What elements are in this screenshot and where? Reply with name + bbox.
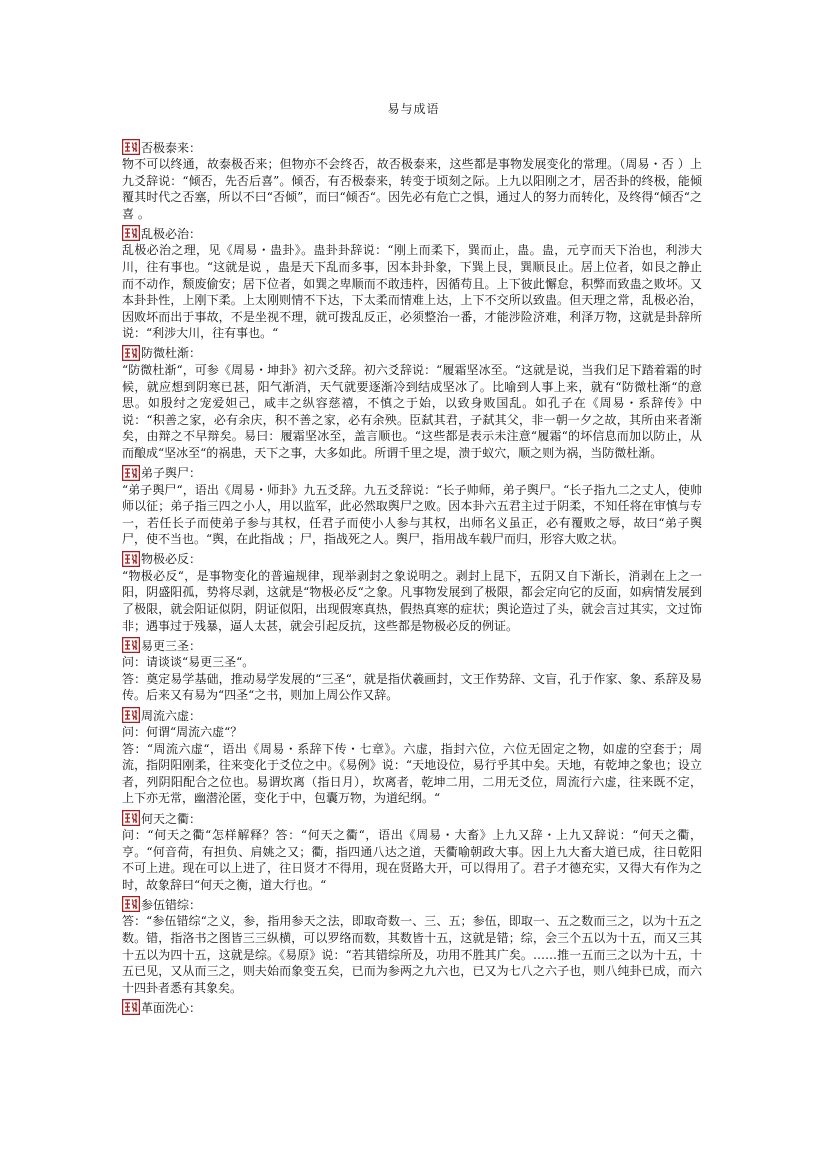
section-heading (122, 224, 702, 242)
section (122, 138, 702, 222)
section-heading-text: 物极必反： (141, 552, 202, 567)
section-heading (122, 706, 702, 724)
red-seal-stamp-icon (122, 551, 140, 567)
section-heading (122, 550, 702, 568)
red-seal-stamp-icon (122, 810, 140, 826)
section-paragraph: 答：“周流六虚“，语出《周易・系辞下传・七章》。六虚，指封六位，六位无固定之物，如虚的空套于；周流，指阴阳刚柔，往来变化于爻位之中。《易例》说：“天地设位，易行乎其中矣。天地，有乾坤之象也；设立者，列阴阳配合之位也。易谓坎离（指日月），坎离者，乾坤二用，二用无爻位，周流行六虚，往来既不定，上下亦无常，幽潜沦匿，变化于中，包囊万物，为道纪纲。“ (122, 741, 702, 806)
section-paragraph: “弟子舆尸“，语出《周易・师卦》九五爻辞。九五爻辞说：“长子帅师，弟子舆尸。“长子指九二之丈人，使帅师以征；弟子指三四之小人，用以监军，此必然取舆尸之败。因本卦六五君主过于阴柔，不知任将在审慎与专一，若任长子而使弟子参与其权，任君子而使小人参与其权，出师名义虽正，必有覆败之辱，故曰“弟子舆尸，使不当也。“舆，在此指战 ；尸，指战死之人。舆尸，指用战车载尸而归，形容大败之状。 (122, 482, 702, 547)
section (122, 636, 702, 704)
section-heading-text: 参伍错综： (141, 897, 202, 912)
section-heading (122, 464, 702, 482)
red-seal-stamp-icon (122, 896, 140, 912)
section-paragraph: “防微杜渐“，可参《周易・坤卦》初六爻辞。初六爻辞说：“履霜坚冰至。“这就是说，当我们足下踏着霜的时候，就应想到阴寒已甚，阳气渐消，天气就要逐渐冷到结成坚冰了。比喻到人事上来，就有“防微杜渐“的意思。如殷纣之宠爱妲己，咸丰之纵容慈禧，不慎之于始，以致身败国乱。如孔子在《周易・系辞传》中说：“积善之家，必有余庆，积不善之家，必有余殃。臣弑其君，子弑其父，非一朝一夕之故，其所由来者渐矣，由辩之不早辩矣。易曰：履霜坚冰至，盖言顺也。“这些都是表示未注意“履霜“的坏信息而加以防止，从而酿成“坚冰至“的祸患，天下之事，大多如此。所谓千里之堤，溃于蚁穴，顺之则为祸，当防微杜渐。 (122, 362, 702, 460)
section (122, 998, 702, 1016)
section-heading (122, 636, 702, 654)
section-heading-text: 弟子舆尸： (141, 466, 202, 480)
section-heading (122, 998, 702, 1016)
red-seal-stamp-icon (122, 139, 140, 155)
section-paragraph: 问：请谈谈“易更三圣“。 (122, 655, 255, 670)
red-seal-stamp-icon (122, 707, 140, 723)
section-paragraph: “物极必反“，是事物变化的普遍规律，现举剥封之象说明之。剥封上昆下，五阴又自下渐长，消剥在上之一阳，阴盛阳孤，势将尽剥，这就是“物极必反“之象。凡事物发展到了极限，都会定向它的反面，如病情发展到了极限，就会阳证似阴，阴证似阳，出现假寒真热，假热真寒的症状；舆论造过了头，就会言过其实，文过饰非；遇事过于残暴，逼人太甚，就会引起反抗，这些都是物极必反的例证。 (122, 568, 702, 633)
section-heading-text: 否极泰来： (141, 140, 202, 155)
section-heading-text: 周流六虚： (141, 708, 202, 723)
section-heading-text: 防微杜渐： (141, 346, 202, 361)
section (122, 224, 702, 342)
section (122, 464, 702, 548)
section-paragraph: 物不可以终通，故泰极否来；但物亦不会终否，故否极泰来，这些都是事物发展变化的常理。（周易・否 ）上九爻辞说：“倾否，先否后喜”。倾否，有否极泰来，转变于顷刻之际。上九以阳刚之才，居否卦的终极，能倾覆其时代之否塞，所以不曰“否倾”，而曰“倾否“。因先必有危亡之惧，通过人的努力而转化，及终得“倾否“之喜 。 (122, 157, 702, 221)
section-heading-text: 易更三圣： (141, 638, 202, 653)
section-paragraph: 乱极必治之理，见《周易・蛊卦》。蛊卦卦辞说：“刚上而柔下，巽而止，蛊。蛊，元亨而天下治也，利涉大川，往有事也。“这就是说 ，蛊是天下乱而多事，因本卦卦象，下巽上艮，巽顺艮止。居上位者，如艮之静止而不动作，颓废偷安；居下位者，如巽之卑顺而不敢违杵，因循苟且。上下彼此懈怠，积弊而致蛊之败坏。又本卦卦性，上刚下柔。上太刚则情不下达，下太柔而情难上达，上下不交所以致蛊。但天理之常，乱极必治，因败坏而出于事故，不是坐视不理，就可拨乱反正，必须整治一番，才能涉险济难，利泽万物，这就是卦辞所说：“利涉大川，往有事也。“ (122, 243, 702, 341)
section (122, 344, 702, 462)
section-heading (122, 138, 702, 156)
section-paragraph: 问：“何天之衢“怎样解释？答：“何天之衢“，语出《周易・大畜》上九又辞・上九又辞说：“何天之衢，亨。“何音荷，有担负、肩姚之又；衢，指四通八达之道，天衢喻朝政大事。因上九大畜大道已成，往日乾阳不可上进。现在可以上进了，往日贤才不得用，现在贤路大开，可以得用了。君子才德充实，又得大有作为之时，故象辞曰“何天之衡，道大行也。“ (122, 828, 702, 892)
section-heading (122, 895, 702, 913)
section (122, 706, 702, 807)
section-heading-text: 何天之衢： (141, 811, 202, 826)
section-heading (122, 809, 702, 827)
section-heading-text: 革面洗心： (141, 1000, 202, 1015)
red-seal-stamp-icon (122, 465, 140, 481)
section-paragraph: 答：“参伍错综“之义，参，指用参天之法，即取奇数一、三、五；参伍，即取一、五之数而三之，以为十五之数。错，指洛书之图皆三三纵横，可以罗络而数，其数皆十五，这就是错；综，会三个五以为十五，而又三其十五以为四十五，这就是综。《易原》说：“若其错综所及，功用不胜其广矣。……推一五而三之以为十五，十五已见，又从而三之，则夫始而象变五矣，已而为参两之九六也，已又为七八之六子也，则八纯卦已成，而六十四卦者悉有其象矣。 (122, 914, 702, 995)
section-paragraph: 答：奠定易学基础，推动易学发展的“三圣“，就是指伏羲画封，文王作势辞、文盲，孔于作家、象、系辞及易传。后来又有易为“四圣“之书，则加上周公作又辞。 (122, 671, 702, 703)
section-heading-text: 乱极必治： (141, 226, 202, 241)
section (122, 809, 702, 893)
section-paragraph: 问：何谓“周流六虚“？ (122, 725, 243, 740)
page-title: 易与成语 (387, 102, 440, 116)
red-seal-stamp-icon (122, 345, 140, 361)
red-seal-stamp-icon (122, 999, 140, 1015)
red-seal-stamp-icon (122, 637, 140, 653)
section (122, 550, 702, 634)
section (122, 895, 702, 996)
red-seal-stamp-icon (122, 225, 140, 241)
section-heading (122, 344, 702, 362)
document-body (122, 136, 702, 1018)
